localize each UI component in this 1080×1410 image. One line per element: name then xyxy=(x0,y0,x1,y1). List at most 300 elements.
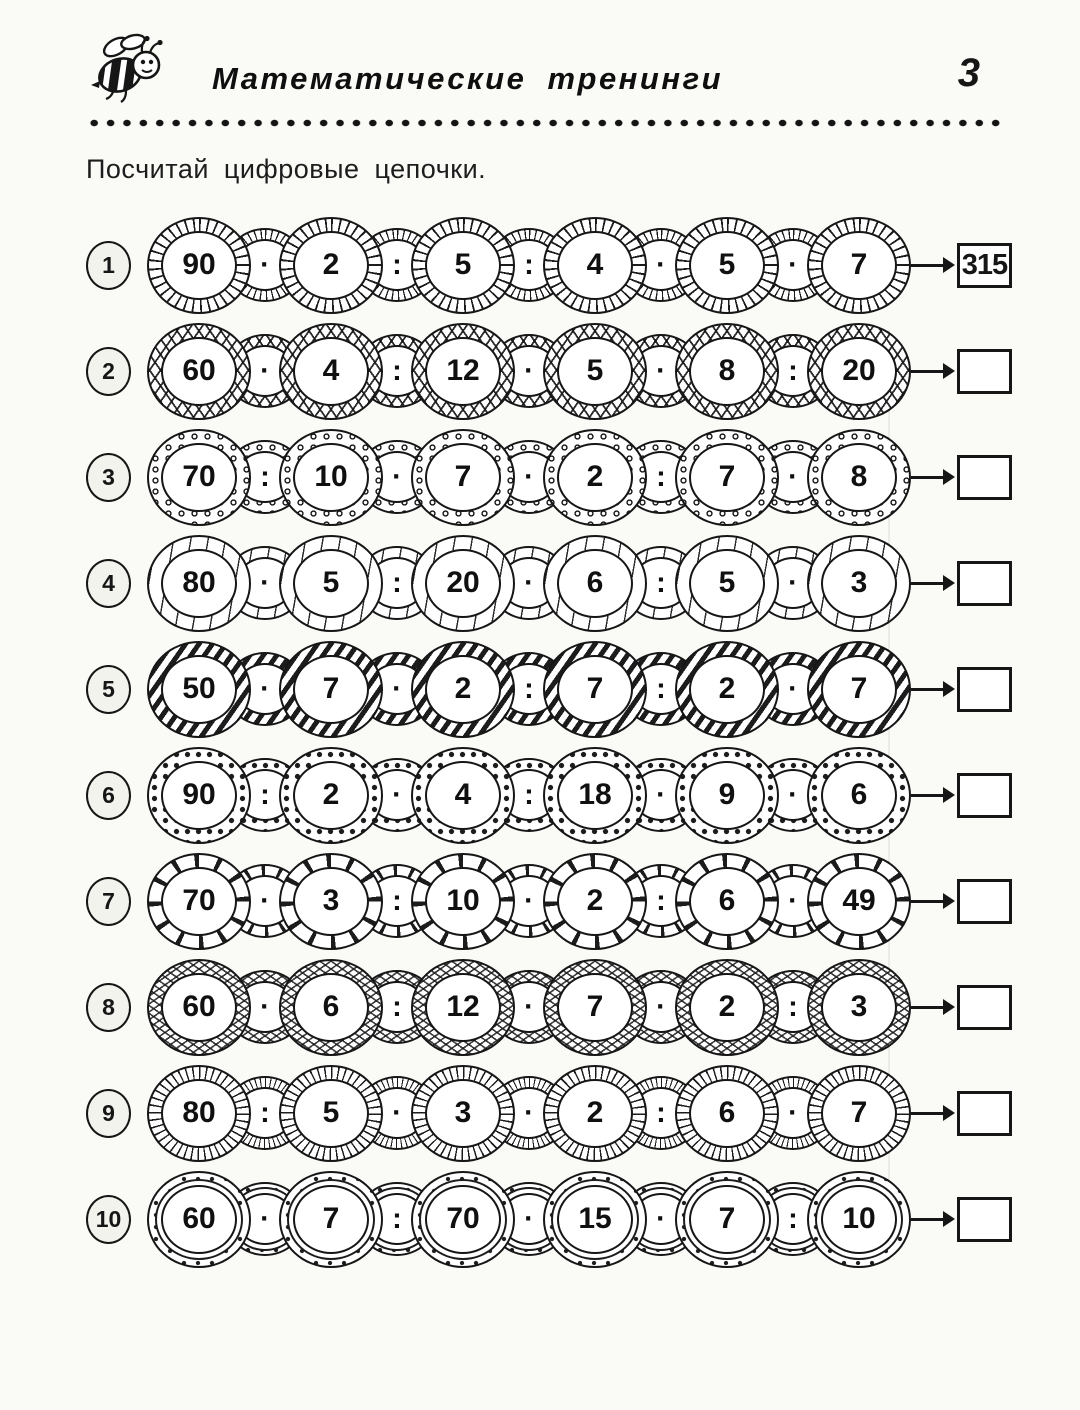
ring-inner xyxy=(557,867,633,936)
link-text: 20 xyxy=(842,354,876,387)
chain-number-link xyxy=(279,217,383,314)
link-text: 5 xyxy=(454,248,472,281)
chain-number-link xyxy=(411,641,515,738)
answer-box[interactable] xyxy=(957,243,1012,288)
bee-icon xyxy=(86,25,178,107)
chain-number-link xyxy=(279,429,383,526)
link-text: · xyxy=(392,672,402,705)
ring-inner xyxy=(689,1079,765,1148)
chain-number-link xyxy=(279,959,383,1056)
link-text: 7 xyxy=(718,460,736,493)
ring-inner xyxy=(425,1185,501,1254)
chain-number-link xyxy=(411,429,515,526)
ring-inner xyxy=(821,761,897,830)
ring-inner xyxy=(293,867,369,936)
chain-number-link xyxy=(675,853,779,950)
link-text: · xyxy=(260,672,270,705)
link-text: 9 xyxy=(718,778,736,811)
link-text: · xyxy=(524,460,534,493)
link-text: 8 xyxy=(718,354,736,387)
chain-row xyxy=(86,1169,1002,1269)
link-text: 60 xyxy=(182,354,216,387)
chain-number-link xyxy=(675,217,779,314)
link-text: · xyxy=(656,1202,666,1235)
link-text: 10 xyxy=(314,460,348,493)
arrow-right-icon xyxy=(911,264,944,267)
chain-row xyxy=(86,1063,1002,1163)
link-text: 7 xyxy=(850,248,868,281)
ring-inner xyxy=(821,1185,897,1254)
answer-box[interactable] xyxy=(957,985,1012,1030)
answer-box[interactable] xyxy=(957,455,1012,500)
row-number: 7 xyxy=(102,887,115,914)
chain-number-link xyxy=(411,217,515,314)
chain-row xyxy=(86,533,1002,633)
ring-inner xyxy=(557,1079,633,1148)
chain-number-link xyxy=(807,535,911,632)
chain-number-link xyxy=(675,959,779,1056)
link-text: 80 xyxy=(182,566,216,599)
row-number: 9 xyxy=(102,1099,115,1126)
answer-group xyxy=(911,773,1012,818)
link-text: 4 xyxy=(586,248,604,281)
ring-inner xyxy=(425,655,501,724)
ring-inner xyxy=(557,231,633,300)
row-number: 2 xyxy=(102,357,115,384)
ring-inner xyxy=(821,973,897,1042)
ring-inner xyxy=(689,761,765,830)
chain-row xyxy=(86,427,1002,527)
answer-group xyxy=(911,879,1012,924)
link-text: : xyxy=(392,354,402,387)
link-text: 7 xyxy=(718,1202,736,1235)
link-text: 4 xyxy=(454,778,472,811)
link-text: 2 xyxy=(586,884,604,917)
chain-number-link xyxy=(147,1065,251,1162)
ring-inner xyxy=(161,549,237,618)
chain-number-link xyxy=(279,323,383,420)
ring-inner xyxy=(425,337,501,406)
chain-number-link xyxy=(675,641,779,738)
link-text: 15 xyxy=(578,1202,612,1235)
page-number: 3 xyxy=(957,50,980,95)
link-text: 20 xyxy=(446,566,480,599)
link-text: 80 xyxy=(182,1096,216,1129)
chain-number-link xyxy=(411,1171,515,1268)
answer-box[interactable] xyxy=(957,1091,1012,1136)
link-text: 5 xyxy=(322,566,340,599)
link-text: 2 xyxy=(586,460,604,493)
page-title: Математические тренинги xyxy=(212,61,724,96)
number-chain xyxy=(147,323,911,420)
chain-number-link xyxy=(411,747,515,844)
row-number: 8 xyxy=(102,993,115,1020)
link-text: · xyxy=(524,990,534,1023)
link-text: 6 xyxy=(718,884,736,917)
dotted-divider xyxy=(86,118,1002,128)
row-number-badge xyxy=(86,877,131,926)
chain-number-link xyxy=(147,747,251,844)
chain-number-link xyxy=(147,429,251,526)
link-text: · xyxy=(788,566,798,599)
chain-number-link xyxy=(807,959,911,1056)
link-text: : xyxy=(656,672,666,705)
ring-inner xyxy=(425,231,501,300)
link-text: · xyxy=(524,566,534,599)
chain-number-link xyxy=(807,853,911,950)
link-text: 70 xyxy=(182,884,216,917)
link-text: · xyxy=(260,248,270,281)
number-chain xyxy=(147,747,911,844)
ring-inner xyxy=(821,549,897,618)
link-text: 10 xyxy=(446,884,480,917)
link-text: 8 xyxy=(850,460,868,493)
link-text: : xyxy=(392,248,402,281)
link-text: · xyxy=(656,990,666,1023)
link-text: · xyxy=(524,884,534,917)
link-text: : xyxy=(260,460,270,493)
link-text: 12 xyxy=(446,354,480,387)
answer-box[interactable] xyxy=(957,667,1012,712)
ring-inner xyxy=(821,1079,897,1148)
answer-group xyxy=(911,1091,1012,1136)
row-number-badge xyxy=(86,665,131,714)
chain-row xyxy=(86,639,1002,739)
number-chain xyxy=(147,217,911,314)
instruction-text: Посчитай цифровые цепочки. xyxy=(86,154,487,184)
row-number: 10 xyxy=(95,1205,122,1232)
chain-number-link xyxy=(147,535,251,632)
chain-number-link xyxy=(279,535,383,632)
link-text: : xyxy=(656,1096,666,1129)
arrow-right-icon xyxy=(911,1218,944,1221)
chain-number-link xyxy=(675,323,779,420)
chain-number-link xyxy=(279,641,383,738)
chain-row xyxy=(86,215,1008,315)
link-text: 7 xyxy=(850,1096,868,1129)
ring-inner xyxy=(425,443,501,512)
chain-number-link xyxy=(807,1171,911,1268)
arrow-right-icon xyxy=(911,900,944,903)
row-number-badge xyxy=(86,559,131,608)
ring-inner xyxy=(689,1185,765,1254)
link-text: : xyxy=(656,884,666,917)
link-text: : xyxy=(656,460,666,493)
answer-group xyxy=(911,561,1012,606)
ring-inner xyxy=(161,761,237,830)
ring-inner xyxy=(425,1079,501,1148)
row-number: 4 xyxy=(102,569,115,596)
row-number: 3 xyxy=(102,463,115,490)
row-number-badge xyxy=(86,1195,131,1244)
link-text: 6 xyxy=(850,778,868,811)
link-text: 6 xyxy=(322,990,340,1023)
link-text: 60 xyxy=(182,990,216,1023)
answer-group xyxy=(911,243,1012,288)
link-text: · xyxy=(656,248,666,281)
ring-inner xyxy=(161,337,237,406)
chain-number-link xyxy=(543,1171,647,1268)
ring-inner xyxy=(689,867,765,936)
link-text: 2 xyxy=(586,1096,604,1129)
link-text: 5 xyxy=(586,354,604,387)
ring-inner xyxy=(425,867,501,936)
link-text: 5 xyxy=(718,566,736,599)
chain-number-link xyxy=(543,853,647,950)
ring-inner xyxy=(821,867,897,936)
chain-number-link xyxy=(411,323,515,420)
row-number-badge xyxy=(86,983,131,1032)
ring-inner xyxy=(293,973,369,1042)
ring-inner xyxy=(557,655,633,724)
ring-inner xyxy=(557,1185,633,1254)
link-text: · xyxy=(788,778,798,811)
ring-inner xyxy=(293,443,369,512)
chain-number-link xyxy=(279,747,383,844)
ring-inner xyxy=(161,443,237,512)
worksheet-rows xyxy=(86,215,1008,1269)
link-text: 90 xyxy=(182,248,216,281)
arrow-right-icon xyxy=(911,1006,944,1009)
link-text: · xyxy=(788,672,798,705)
chain-number-link xyxy=(675,1065,779,1162)
ring-inner xyxy=(161,231,237,300)
ring-inner xyxy=(293,1079,369,1148)
link-text: · xyxy=(260,1202,270,1235)
row-number-badge xyxy=(86,1089,131,1138)
chain-number-link xyxy=(543,323,647,420)
chain-number-link xyxy=(147,641,251,738)
link-text: : xyxy=(788,354,798,387)
answer-group xyxy=(911,349,1012,394)
arrow-right-icon xyxy=(911,370,944,373)
number-chain xyxy=(147,641,911,738)
chain-number-link xyxy=(807,641,911,738)
row-number: 5 xyxy=(102,675,115,702)
chain-number-link xyxy=(279,1065,383,1162)
link-text: · xyxy=(656,778,666,811)
row-number-badge xyxy=(86,347,131,396)
link-text: 90 xyxy=(182,778,216,811)
ring-inner xyxy=(293,231,369,300)
answer-box[interactable] xyxy=(957,561,1012,606)
ring-inner xyxy=(293,655,369,724)
row-number-badge xyxy=(86,453,131,502)
link-text: · xyxy=(788,460,798,493)
link-text: 3 xyxy=(454,1096,472,1129)
chain-number-link xyxy=(807,323,911,420)
link-text: 6 xyxy=(586,566,604,599)
row-number: 1 xyxy=(102,251,115,278)
chain-number-link xyxy=(411,1065,515,1162)
link-text: · xyxy=(392,460,402,493)
chain-row xyxy=(86,745,1002,845)
ring-inner xyxy=(293,549,369,618)
link-text: · xyxy=(524,1202,534,1235)
link-text: 5 xyxy=(718,248,736,281)
link-text: · xyxy=(788,248,798,281)
link-text: 2 xyxy=(718,672,736,705)
link-text: : xyxy=(392,884,402,917)
link-text: : xyxy=(392,990,402,1023)
ring-inner xyxy=(425,973,501,1042)
link-text: 2 xyxy=(718,990,736,1023)
answer-group xyxy=(911,1197,1012,1242)
link-text: · xyxy=(656,354,666,387)
ring-inner xyxy=(161,973,237,1042)
link-text: 3 xyxy=(850,990,868,1023)
ring-inner xyxy=(689,655,765,724)
row-number-badge xyxy=(86,771,131,820)
ring-inner xyxy=(293,337,369,406)
chain-number-link xyxy=(147,959,251,1056)
chain-row xyxy=(86,957,1002,1057)
ring-inner xyxy=(557,973,633,1042)
link-text: 49 xyxy=(842,884,876,917)
link-text: 4 xyxy=(322,354,340,387)
ring-inner xyxy=(425,549,501,618)
link-text: 7 xyxy=(454,460,472,493)
link-text: 70 xyxy=(182,460,216,493)
link-text: : xyxy=(524,672,534,705)
chain-number-link xyxy=(675,1171,779,1268)
chain-number-link xyxy=(543,747,647,844)
ring-inner xyxy=(821,337,897,406)
ring-inner xyxy=(161,1079,237,1148)
page-header xyxy=(86,22,1002,110)
link-text: : xyxy=(260,778,270,811)
ring-inner xyxy=(689,231,765,300)
link-text: 50 xyxy=(182,672,216,705)
link-text: : xyxy=(788,990,798,1023)
link-text: · xyxy=(524,1096,534,1129)
chain-number-link xyxy=(411,959,515,1056)
link-text: : xyxy=(656,566,666,599)
chain-number-link xyxy=(543,429,647,526)
arrow-right-icon xyxy=(911,794,944,797)
chain-number-link xyxy=(807,429,911,526)
answer-group xyxy=(911,667,1012,712)
ring-inner xyxy=(557,761,633,830)
chain-number-link xyxy=(147,1171,251,1268)
ring-inner xyxy=(821,655,897,724)
link-text: · xyxy=(260,884,270,917)
answer-value: 315 xyxy=(961,248,1008,281)
link-text: 10 xyxy=(842,1202,876,1235)
row-number: 6 xyxy=(102,781,115,808)
number-chain xyxy=(147,1065,911,1162)
chain-number-link xyxy=(279,853,383,950)
ring-inner xyxy=(293,1185,369,1254)
chain-number-link xyxy=(675,747,779,844)
link-text: : xyxy=(392,1202,402,1235)
link-text: 60 xyxy=(182,1202,216,1235)
link-text: · xyxy=(788,884,798,917)
arrow-right-icon xyxy=(911,476,944,479)
answer-box[interactable] xyxy=(957,773,1012,818)
ring-inner xyxy=(557,549,633,618)
link-text: 7 xyxy=(322,672,340,705)
link-text: : xyxy=(260,1096,270,1129)
answer-box[interactable] xyxy=(957,349,1012,394)
link-text: 7 xyxy=(586,672,604,705)
chain-number-link xyxy=(411,535,515,632)
link-text: 3 xyxy=(850,566,868,599)
ring-inner xyxy=(689,973,765,1042)
chain-number-link xyxy=(675,535,779,632)
answer-group xyxy=(911,455,1012,500)
chain-row xyxy=(86,321,1002,421)
chain-number-link xyxy=(543,641,647,738)
chain-number-link xyxy=(543,535,647,632)
chain-number-link xyxy=(543,959,647,1056)
ring-inner xyxy=(557,443,633,512)
number-chain xyxy=(147,535,911,632)
ring-inner xyxy=(689,443,765,512)
ring-inner xyxy=(425,761,501,830)
link-text: : xyxy=(392,566,402,599)
link-text: 18 xyxy=(578,778,612,811)
chain-number-link xyxy=(807,217,911,314)
link-text: 12 xyxy=(446,990,480,1023)
answer-group xyxy=(911,985,1012,1030)
link-text: · xyxy=(260,566,270,599)
chain-number-link xyxy=(411,853,515,950)
ring-inner xyxy=(689,549,765,618)
link-text: · xyxy=(392,1096,402,1129)
row-number-badge xyxy=(86,241,131,290)
ring-inner xyxy=(161,1185,237,1254)
number-chain xyxy=(147,429,911,526)
arrow-right-icon xyxy=(911,582,944,585)
link-text: 2 xyxy=(322,248,340,281)
link-text: 6 xyxy=(718,1096,736,1129)
link-text: : xyxy=(524,778,534,811)
ring-inner xyxy=(689,337,765,406)
link-text: 7 xyxy=(850,672,868,705)
link-text: · xyxy=(788,1096,798,1129)
chain-number-link xyxy=(147,323,251,420)
chain-number-link xyxy=(807,1065,911,1162)
answer-box[interactable] xyxy=(957,879,1012,924)
link-text: 2 xyxy=(454,672,472,705)
link-text: 5 xyxy=(322,1096,340,1129)
link-text: · xyxy=(524,354,534,387)
chain-number-link xyxy=(675,429,779,526)
link-text: 3 xyxy=(322,884,340,917)
link-text: : xyxy=(788,1202,798,1235)
chain-number-link xyxy=(543,1065,647,1162)
ring-inner xyxy=(557,337,633,406)
ring-inner xyxy=(161,655,237,724)
link-text: 7 xyxy=(322,1202,340,1235)
chain-number-link xyxy=(147,217,251,314)
ring-inner xyxy=(293,761,369,830)
chain-number-link xyxy=(543,217,647,314)
arrow-right-icon xyxy=(911,1112,944,1115)
link-text: · xyxy=(260,990,270,1023)
chain-number-link xyxy=(279,1171,383,1268)
number-chain xyxy=(147,853,911,950)
chain-number-link xyxy=(807,747,911,844)
link-text: 2 xyxy=(322,778,340,811)
arrow-right-icon xyxy=(911,688,944,691)
link-text: : xyxy=(524,248,534,281)
link-text: · xyxy=(260,354,270,387)
link-text: 7 xyxy=(586,990,604,1023)
answer-box[interactable] xyxy=(957,1197,1012,1242)
link-text: 70 xyxy=(446,1202,480,1235)
